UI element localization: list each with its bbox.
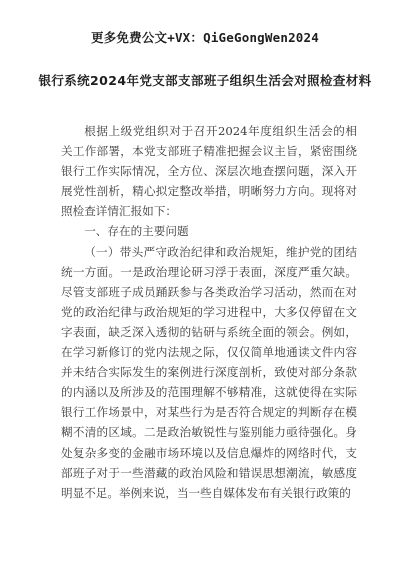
document-body bbox=[61, 121, 357, 503]
document-title: 银行系统2024年党支部支部班子组织生活会对照检查材料 bbox=[38, 73, 372, 88]
intro-paragraph: 根据上级党组织对于召开2024年度组织生活会的相关工作部署，本党支部班子精准把握会议主旨，紧密围绕银行工作实际情况，全方位、深层次地查摆问题，深入开展党性剖析，精心拟定整改举措，明晰努力方向。现将对照检查详情汇报如下： bbox=[61, 124, 357, 219]
watermark-header: 更多免费公文+VX：QiGeGongWen2024 bbox=[91, 30, 319, 45]
section-heading: 一、存在的主要问题 bbox=[84, 224, 189, 239]
body-paragraph: （一）带头严守政治纪律和政治规矩，维护党的团结统一方面。一是政治理论研习浮于表面，深度严重欠缺。尽管支部班子成员踊跃参与各类政治学习活动，然而在对党的政治纪律与政治规矩的学习进程中，大多仅停留在文字表面，缺乏深入透彻的钻研与系统全面的领会。例如，在学习新修订的党内法规之际，仅仅简单地通读文件内容并未结合实际发生的案例进行深度剖析，致使对部分条款的内涵以及所涉及的范围理解不够精准，这就使得在实际银行工作场景中，对某些行为是否符合规定的判断存在模糊不清的区域。二是政治敏锐性与鉴别能力亟待强化。身处复杂多变的金融市场环境以及信息爆炸的网络时代，支部班子对于一些潜藏的政治风险和错误思想潮流，敏感度明显不足。举例来说，当一些自媒体发布有关银行政策的 bbox=[61, 244, 357, 500]
